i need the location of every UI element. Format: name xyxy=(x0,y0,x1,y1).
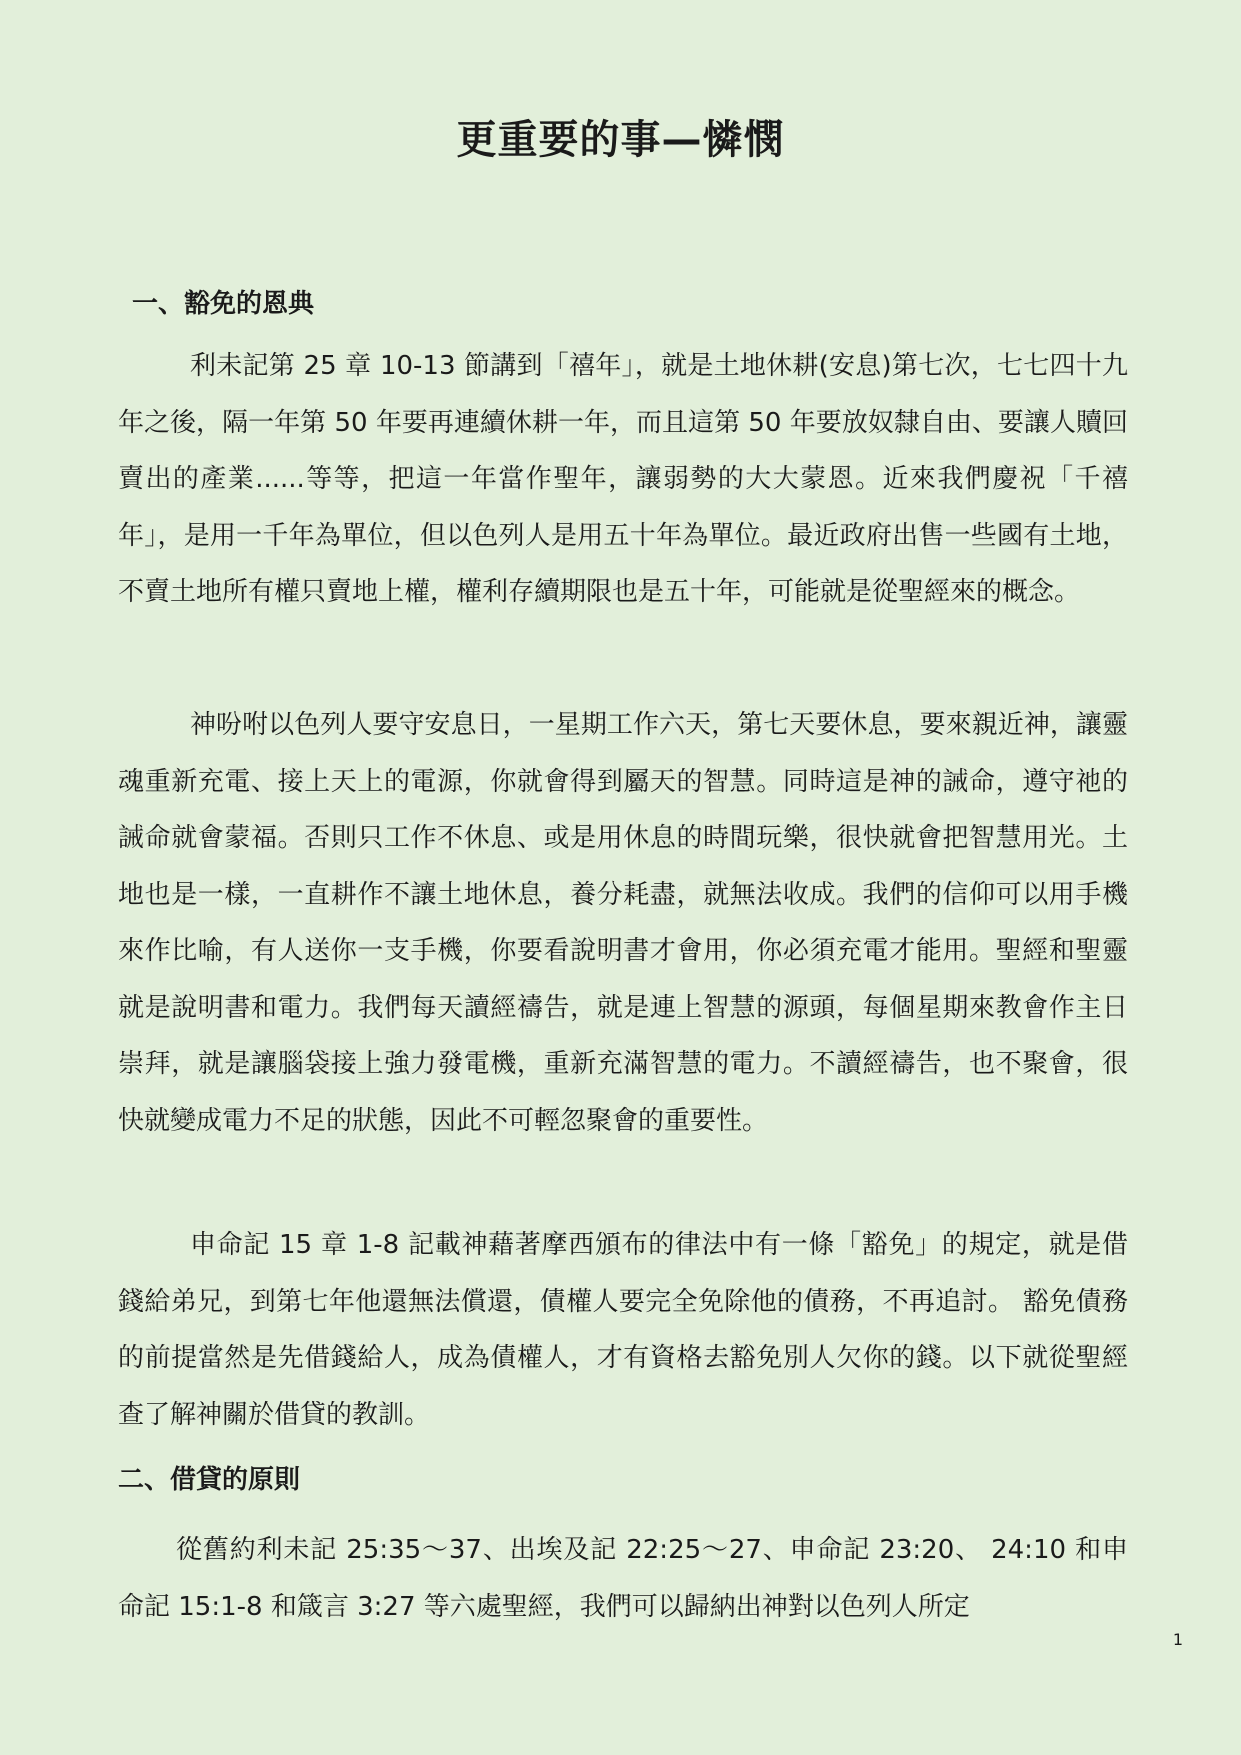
page-title: 更重要的事—憐憫 xyxy=(456,117,785,163)
page-number: 1 xyxy=(1172,1630,1183,1649)
section-heading-1: 一、豁免的恩典 xyxy=(132,289,315,319)
section-heading-2: 二、借貸的原則 xyxy=(118,1465,301,1495)
paragraph-2: 神吩咐以色列人要守安息日，一星期工作六天，第七天要休息，要來親近神，讓靈魂重新充電、接上天上的電源，你就會得到屬天的智慧。同時這是神的誡命，遵守祂的誡命就會蒙福。否則只工作不休息、或是用休息的時間玩樂，很快就會把智慧用光。土地也是一樣，一直耕作不讓土地休息，養分耗盡，就無法收成。我們的信仰可以用手機來作比喻，有人送你一支手機，你要看說明書才會用，你必須充電才能用。聖經和聖靈就是說明書和電力。我們每天讀經禱告，就是連上智慧的源頭，每個星期來教會作主日崇拜，就是讓腦袋接上強力發電機，重新充滿智慧的電力。不讀經禱告，也不聚會，很快就變成電力不足的狀態，因此不可輕忽聚會的重要性。 xyxy=(118,710,1128,1136)
paragraph-4: 從舊約利未記 25:35～37、出埃及記 22:25～27、申命記 23:20、 24:10 和申命記 15:1-8 和箴言 3:27 等六處聖經，我們可以歸納出神對以色列人所定 xyxy=(118,1535,1128,1622)
paragraph-3: 申命記 15 章 1-8 記載神藉著摩西頒布的律法中有一條「豁免」的規定，就是借錢給弟兄，到第七年他還無法償還，債權人要完全免除他的債務，不再追討。 豁免債務的前提當然是先借錢給人，成為債權人，才有資格去豁免別人欠你的錢。以下就從聖經查了解神關於借貸的教訓。 xyxy=(118,1230,1128,1430)
paragraph-1: 利未記第 25 章 10-13 節講到「禧年」，就是土地休耕(安息)第七次，七七四十九年之後，隔一年第 50 年要再連續休耕一年，而且這第 50 年要放奴隸自由、要讓人贖回賣出的產業......等等，把這一年當作聖年，讓弱勢的大大蒙恩。近來我們慶祝「千禧年」，是用一千年為單位，但以色列人是用五十年為單位。最近政府出售一些國有土地，不賣土地所有權只賣地上權，權利存續期限也是五十年，可能就是從聖經來的概念。 xyxy=(118,351,1128,607)
